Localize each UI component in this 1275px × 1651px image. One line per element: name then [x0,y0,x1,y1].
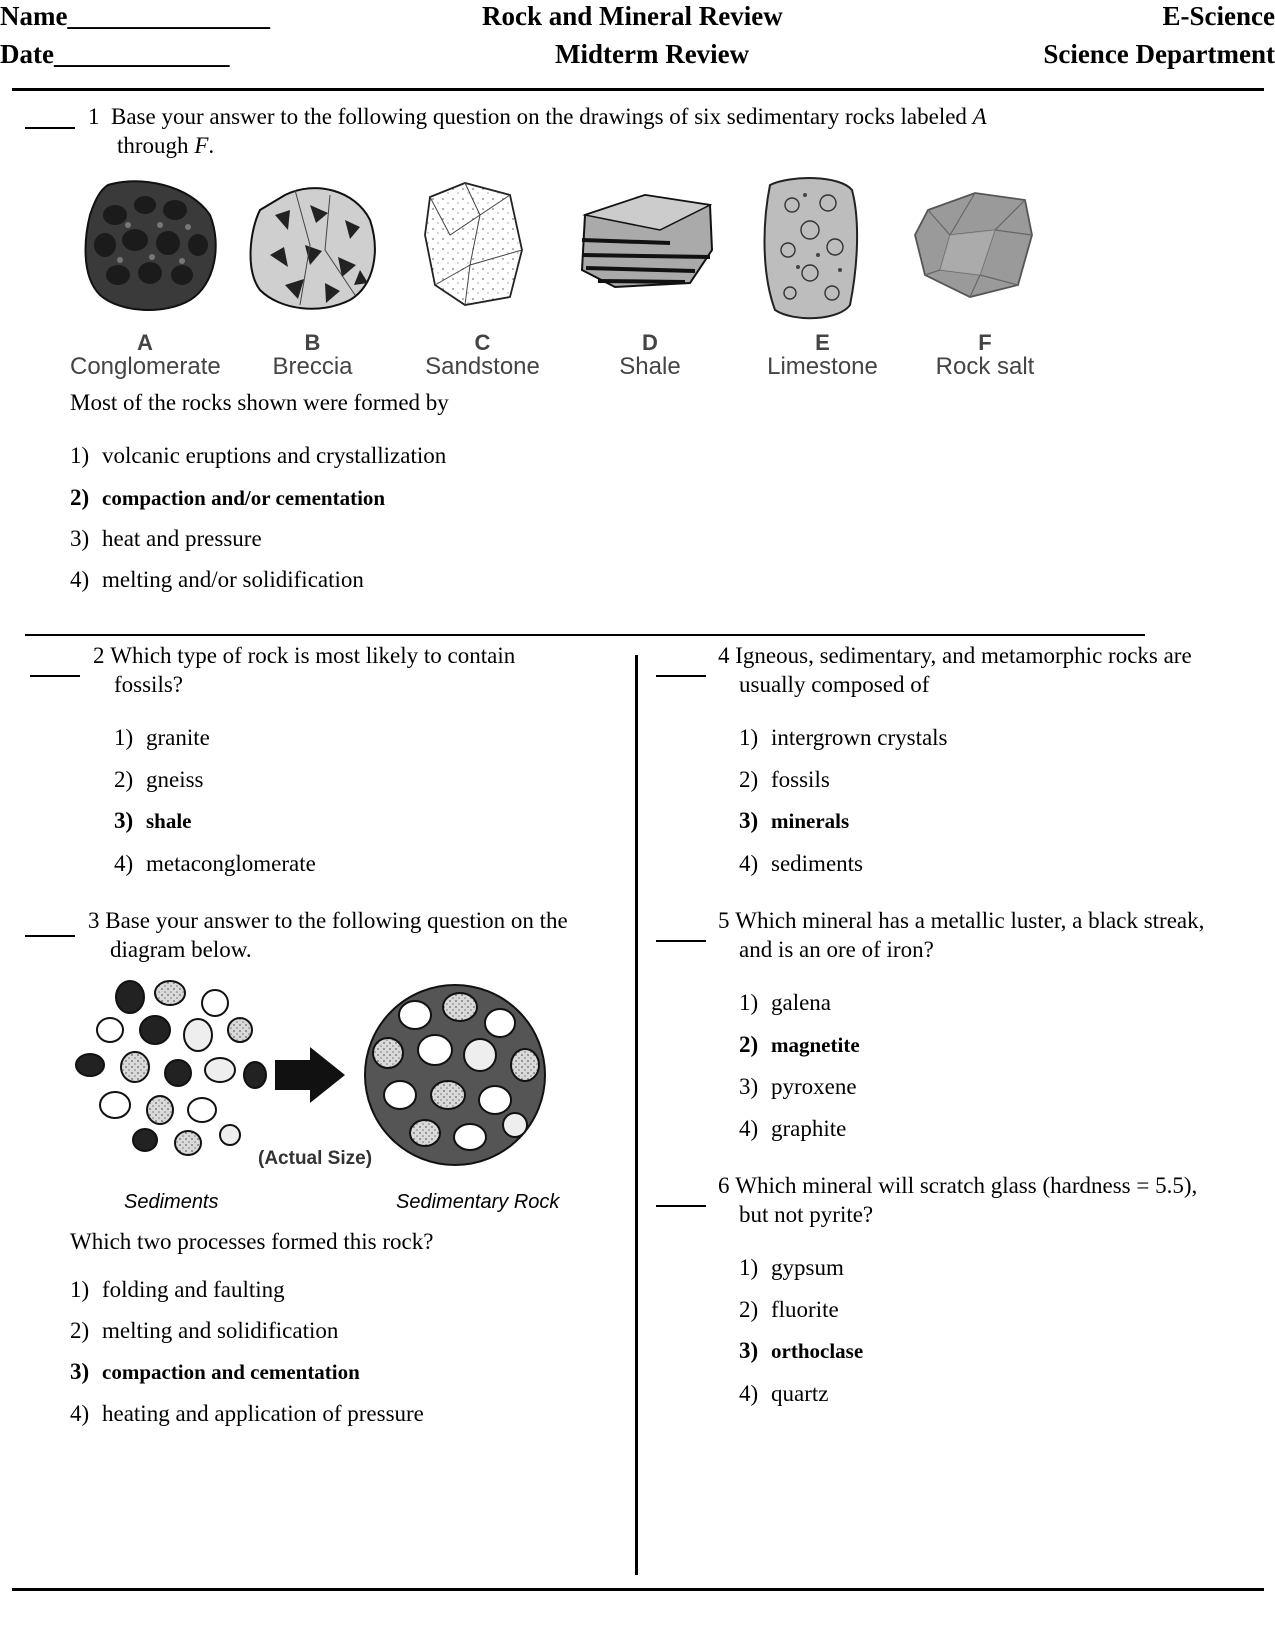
answer-blank-q5[interactable] [656,940,706,942]
section-divider [25,634,1145,636]
question-4-stem: 4 Igneous, sedimentary, and metamorphic rocks are usually composed of [718,643,1192,697]
diagram-left-label: Sediments [124,1191,219,1213]
q1-option-2[interactable]: 2) compaction and/or cementation [70,485,386,510]
q2-option-4[interactable]: 4) metaconglomerate [114,851,316,876]
stem-letter-f: F [194,133,209,158]
q5-option-1[interactable]: 1) galena [739,990,832,1015]
question-5-stem: 5 Which mineral has a metallic luster, a black streak, and is an ore of iron? [718,908,1205,962]
q3-option-2[interactable]: 2) melting and solidification [70,1318,339,1343]
answer-blank-q2[interactable] [30,675,80,677]
q2-option-2[interactable]: 2) gneiss [114,767,204,792]
answer-blank-q1[interactable] [25,127,75,129]
question-1-stem [88,102,1088,160]
question-number: 3 [88,908,100,933]
diagram-size-label: (Actual Size) [258,1148,373,1169]
sedimentary-rock-drawing [365,985,545,1165]
q6-option-2[interactable]: 2) fluorite [739,1297,839,1322]
q6-option-4[interactable]: 4) quartz [739,1381,829,1406]
q4-option-2[interactable]: 2) fossils [739,767,830,792]
rock-label-c: C Sandstone [425,330,540,380]
sedimentary-rocks-figure [70,175,1090,335]
question-1-prompt: Most of the rocks shown were formed by [70,390,449,415]
q1-option-3[interactable]: 3) heat and pressure [70,526,262,551]
q2-option-3[interactable]: 3) shale [114,808,192,833]
department-name: Science Department [1043,39,1275,69]
q6-option-3[interactable]: 3) orthoclase [739,1338,864,1363]
q1-option-1[interactable]: 1) volcanic eruptions and crystallization [70,443,447,468]
column-divider [635,655,638,1575]
breccia-drawing [251,188,375,309]
page-title: Rock and Mineral Review [482,1,783,31]
rock-label-a: A Conglomerate [70,330,221,380]
question-number: 4 [718,643,730,668]
q4-option-4[interactable]: 4) sediments [739,851,863,876]
page-subtitle: Midterm Review [555,39,750,69]
q5-option-4[interactable]: 4) graphite [739,1116,847,1141]
q4-option-3[interactable]: 3) minerals [739,808,850,833]
q5-option-2[interactable]: 2) magnetite [739,1032,860,1057]
date-field-label[interactable]: Date_____________ [0,39,230,69]
rock-label-d: D Shale [619,330,681,380]
question-number: 5 [718,908,730,933]
question-stem-text-2: through [117,133,189,158]
question-2-stem: 2 Which type of rock is most likely to contain fossils? [93,643,516,697]
q3-option-1[interactable]: 1) folding and faulting [70,1277,285,1302]
q4-option-1[interactable]: 1) intergrown crystals [739,725,948,750]
question-3-prompt: Which two processes formed this rock? [70,1229,434,1254]
sediments-drawing [76,981,266,1155]
diagram-right-label: Sedimentary Rock [396,1191,560,1213]
arrow-icon [275,1047,345,1103]
footer-divider [12,1588,1264,1591]
question-stem-text: Base your answer to the following question on the drawings of six sedimentary rocks labeled [111,104,967,129]
question-number: 1 [88,104,100,129]
answer-blank-q3[interactable] [25,935,75,937]
q1-option-4[interactable]: 4) melting and/or solidification [70,567,364,592]
question-3-stem: 3 Base your answer to the following question on the diagram below. [88,908,568,962]
answer-blank-q6[interactable] [656,1205,706,1207]
course-name: E-Science [1162,1,1275,31]
stem-letter-a: A [972,104,987,129]
conglomerate-drawing [86,181,216,310]
stem-period: . [208,133,215,158]
q3-option-3[interactable]: 3) compaction and cementation [70,1359,360,1384]
q3-option-4[interactable]: 4) heating and application of pressure [70,1401,424,1426]
shale-drawing [582,195,712,287]
rock-label-e: E Limestone [767,330,878,380]
rock-label-f: F Rock salt [935,330,1035,380]
sediments-to-rock-diagram [70,975,590,1175]
answer-blank-q4[interactable] [656,675,706,677]
question-number: 2 [93,643,105,668]
sandstone-drawing [425,183,522,305]
name-field-label[interactable]: Name_______________ [0,1,270,31]
q5-option-3[interactable]: 3) pyroxene [739,1074,857,1099]
limestone-drawing [765,178,858,318]
q6-option-1[interactable]: 1) gypsum [739,1255,844,1280]
question-number: 6 [718,1173,730,1198]
rock-label-b: B Breccia [272,330,353,380]
header-divider [12,88,1264,91]
question-6-stem: 6 Which mineral will scratch glass (hardness = 5.5), but not pyrite? [718,1173,1198,1227]
rock-salt-drawing [915,193,1032,297]
q2-option-1[interactable]: 1) granite [114,725,210,750]
